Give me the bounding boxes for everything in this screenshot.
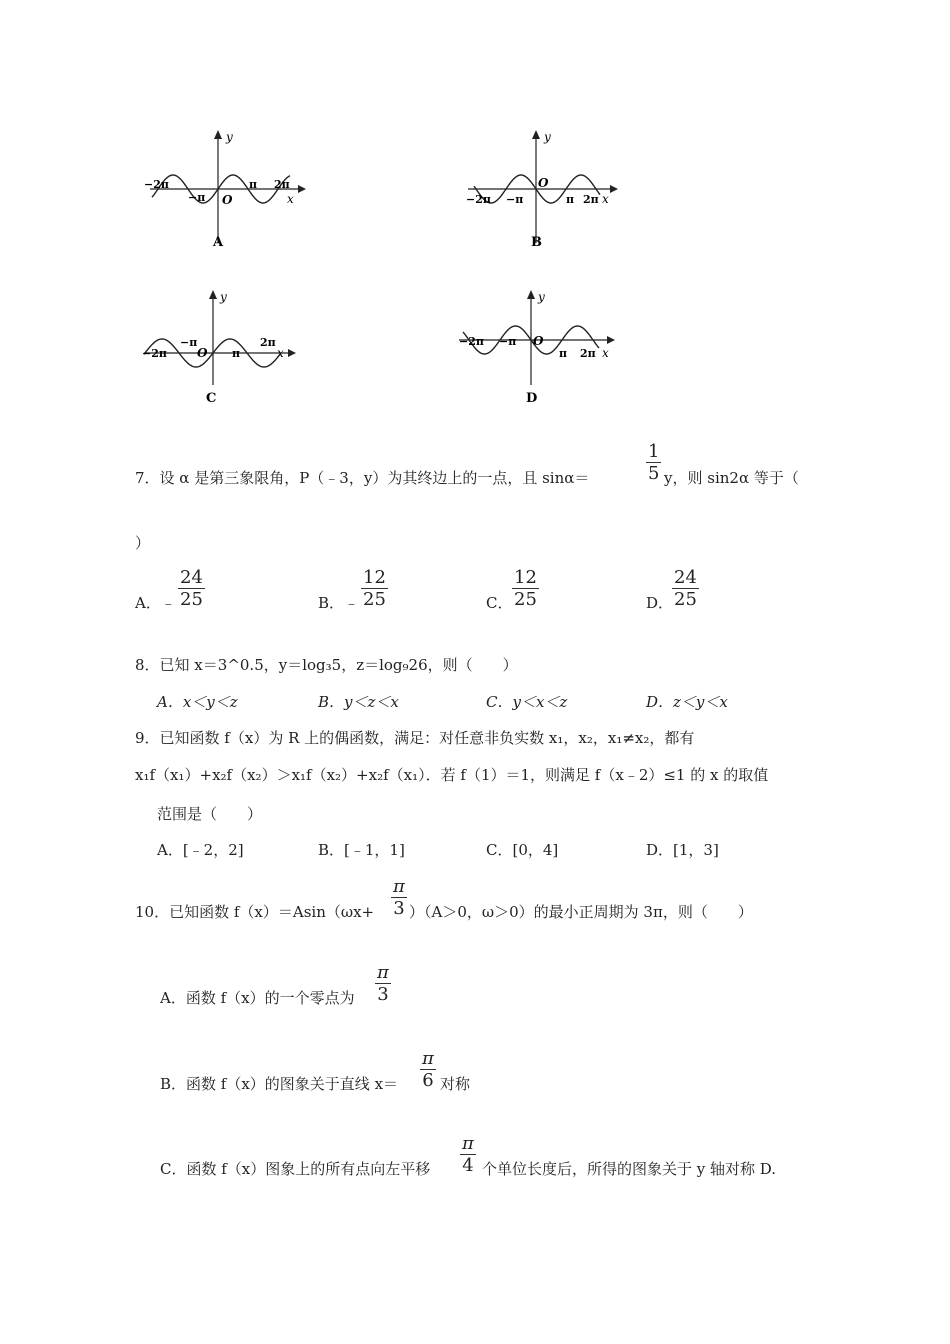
tick-label: 2π xyxy=(260,336,276,349)
q9-option-b[interactable]: B．[﹣1，1] xyxy=(318,841,405,859)
q10-option-c-tail: 个单位长度后，所得的图象关于 y 轴对称 D. xyxy=(482,1160,777,1178)
tick-label: −2π xyxy=(459,335,484,348)
q7-option-c[interactable]: C． xyxy=(486,594,513,612)
q10-fraction: $\frac{\pi}{3}$ xyxy=(393,876,405,919)
graph-a xyxy=(140,125,310,250)
graph-label: A xyxy=(213,235,224,250)
q10-option-a-fraction: $\frac{\pi}{3}$ xyxy=(377,962,389,1005)
q10-option-c[interactable]: C．函数 f（x）图象上的所有点向左平移 xyxy=(160,1160,431,1178)
origin-label: O xyxy=(538,176,549,190)
q7-option-c-fraction: $\frac{12}{25}$ xyxy=(514,567,537,610)
q7-stem xyxy=(135,468,589,488)
q9-line2: x₁f（x₁）+x₂f（x₂）＞x₁f（x₂）+x₂f（x₁）．若 f（1）＝1，则满足 f（x﹣2）≤1 的 x 的取值 xyxy=(135,766,769,784)
graph-label: D xyxy=(526,391,538,406)
q9-option-c[interactable]: C．[0，4] xyxy=(486,841,559,859)
graph-b xyxy=(462,125,622,250)
tick-label: 2π xyxy=(274,178,290,191)
q7-stem-before: 7．设 α 是第三象限角，P（﹣3，y）为其终边上的一点，且 sinα＝ xyxy=(135,469,590,487)
q10-option-b-fraction: $\frac{\pi}{6}$ xyxy=(422,1048,434,1091)
q9-line1: 9．已知函数 f（x）为 R 上的偶函数，满足：对任意非负实数 x₁，x₂，x₁≠x₂，都有 xyxy=(135,729,695,747)
x-axis-label: x xyxy=(287,192,294,206)
x-axis-label: x xyxy=(602,192,609,206)
tick-label: π xyxy=(232,347,241,360)
x-axis-label: x xyxy=(277,346,284,360)
q7-option-a[interactable]: A．﹣ xyxy=(135,594,176,612)
q8-stem: 8．已知 x＝3^0.5，y＝log₃5，z＝log₉26，则（ ） xyxy=(135,656,518,674)
q10-stem-tail: ）（A＞0，ω＞0）的最小正周期为 3π，则（ ） xyxy=(409,903,753,921)
origin-label: O xyxy=(533,334,544,348)
fraction-numerator: 1 xyxy=(648,441,660,462)
q8-option-b[interactable]: B．y＜z＜x xyxy=(318,693,399,711)
y-axis-label: y xyxy=(226,130,233,144)
q10-option-c-fraction: $\frac{\pi}{4}$ xyxy=(462,1133,474,1176)
origin-label: O xyxy=(197,346,208,360)
tick-label: −2π xyxy=(144,178,169,191)
tick-label: −2π xyxy=(466,193,491,206)
q9-option-d[interactable]: D．[1，3] xyxy=(646,841,719,859)
q7-option-d-fraction: $\frac{24}{25}$ xyxy=(674,567,697,610)
fraction-denominator: 5 xyxy=(648,463,660,484)
q7-option-a-fraction: $\frac{24}{25}$ xyxy=(180,567,203,610)
q10-option-a[interactable]: A．函数 f（x）的一个零点为 xyxy=(160,989,355,1007)
graph-d xyxy=(455,285,625,410)
y-axis-label: y xyxy=(538,290,545,304)
q7-option-d[interactable]: D． xyxy=(646,594,674,612)
tick-label: 2π xyxy=(583,193,599,206)
q7-fraction xyxy=(646,442,661,485)
graph-c xyxy=(140,285,310,410)
q7-option-b-fraction: $\frac{12}{25}$ xyxy=(363,567,386,610)
q7-stem-close: ） xyxy=(135,534,151,552)
tick-label: −π xyxy=(188,191,206,204)
tick-label: −π xyxy=(499,335,517,348)
tick-label: −2π xyxy=(142,347,167,360)
tick-label: π xyxy=(559,347,568,360)
tick-label: 2π xyxy=(580,347,596,360)
origin-label: O xyxy=(222,193,233,207)
graph-label: B xyxy=(531,235,542,250)
tick-label: −π xyxy=(506,193,524,206)
q7-option-b[interactable]: B．﹣ xyxy=(318,594,360,612)
tick-label: π xyxy=(566,193,575,206)
q10-stem: 10．已知函数 f（x）＝Asin（ωx+ xyxy=(135,903,375,921)
q8-option-c[interactable]: C．y＜x＜z xyxy=(486,693,568,711)
q9-option-a[interactable]: A．[﹣2，2] xyxy=(157,841,244,859)
q8-option-a[interactable]: A．x＜y＜z xyxy=(157,693,238,711)
y-axis-label: y xyxy=(220,290,227,304)
x-axis-label: x xyxy=(602,346,609,360)
graph-label: C xyxy=(206,391,217,406)
q10-option-b-tail: 对称 xyxy=(440,1075,471,1093)
q7-stem-tail: y，则 sin2α 等于（ xyxy=(664,469,799,487)
q10-option-b[interactable]: B．函数 f（x）的图象关于直线 x＝ xyxy=(160,1075,399,1093)
tick-label: π xyxy=(249,178,258,191)
tick-label: −π xyxy=(180,336,198,349)
q8-option-d[interactable]: D．z＜y＜x xyxy=(646,693,728,711)
q9-line3: 范围是（ ） xyxy=(157,805,263,823)
y-axis-label: y xyxy=(544,130,551,144)
